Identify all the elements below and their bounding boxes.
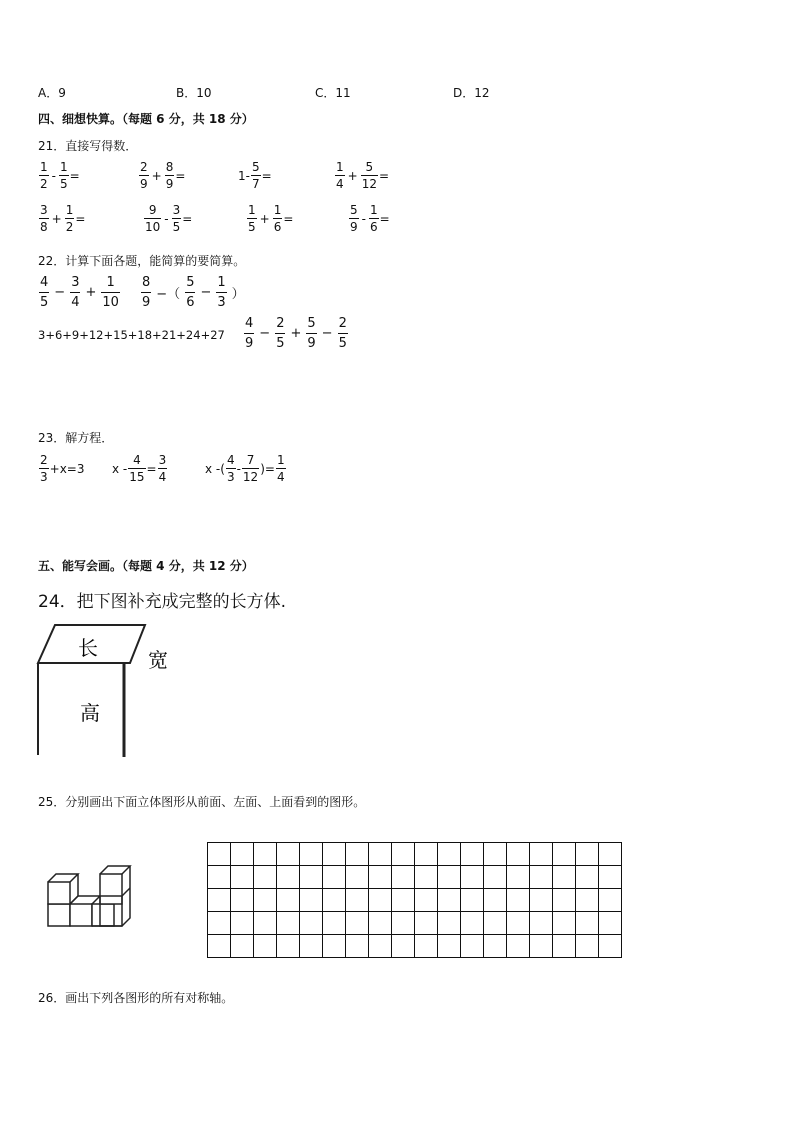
q24-label: 24．把下图补充成完整的长方体.	[38, 592, 287, 612]
grid-cell[interactable]	[369, 912, 392, 935]
kuan-label: 宽	[148, 648, 168, 672]
chang-label: 长	[78, 636, 98, 660]
fraction: $\frac{1}{6}$	[369, 203, 378, 234]
grid-cell[interactable]	[507, 889, 530, 912]
grid-cell[interactable]	[392, 912, 415, 935]
grid-cell[interactable]	[346, 912, 369, 935]
q22-expression-2: $\frac{8}{9}$ −（ $\frac{5}{6}$ − $\frac{1}{3}$ ）	[142, 275, 245, 310]
grid-cell[interactable]	[392, 843, 415, 866]
grid-cell[interactable]	[438, 843, 461, 866]
grid-cell[interactable]	[576, 843, 599, 866]
grid-cell[interactable]	[461, 935, 484, 958]
fraction: $\frac{5}{9}$	[307, 316, 316, 351]
grid-cell[interactable]	[369, 866, 392, 889]
grid-cell[interactable]	[300, 843, 323, 866]
q26-label: 26．画出下列各图形的所有对称轴。	[38, 991, 234, 1005]
grid-cell[interactable]	[300, 912, 323, 935]
option-b: B．10	[176, 86, 212, 100]
grid-cell[interactable]	[231, 935, 254, 958]
grid-cell[interactable]	[484, 843, 507, 866]
grid-cell[interactable]	[323, 843, 346, 866]
fraction: $\frac{4}{3}$	[226, 453, 235, 484]
option-d: D．12	[453, 86, 490, 100]
grid-cell[interactable]	[507, 912, 530, 935]
fraction: $\frac{1}{2}$	[65, 203, 74, 234]
fraction: $\frac{1}{4}$	[336, 160, 344, 191]
grid-cell[interactable]	[576, 866, 599, 889]
grid-cell[interactable]	[530, 866, 553, 889]
fraction: $\frac{7}{12}$	[242, 453, 259, 484]
grid-cell[interactable]	[415, 889, 438, 912]
grid-cell[interactable]	[530, 912, 553, 935]
grid-cell[interactable]	[530, 889, 553, 912]
grid-cell[interactable]	[484, 935, 507, 958]
q21-item: 1- $\frac{5}{7}$ =	[238, 160, 272, 191]
section-4-title: 四、细想快算。（每题 6 分，共 18 分）	[38, 112, 254, 126]
fraction: $\frac{1}{3}$	[217, 275, 226, 310]
cube-stack-figure	[40, 860, 140, 936]
grid-cell[interactable]	[599, 889, 622, 912]
cuboid-partial-figure	[30, 615, 200, 765]
fraction: $\frac{8}{9}$	[142, 275, 151, 310]
grid-cell[interactable]	[208, 866, 231, 889]
q21-item: $\frac{1}{2}$ - $\frac{1}{5}$ =	[40, 160, 80, 191]
q25-label: 25．分别画出下面立体图形从前面、左面、上面看到的图形。	[38, 795, 366, 809]
q22-label: 22．计算下面各题，能简算的要简算。	[38, 254, 246, 268]
q23-equation-1: $\frac{2}{3}$ +x=3	[40, 453, 85, 484]
fraction: $\frac{5}{6}$	[186, 275, 195, 310]
grid-cell[interactable]	[553, 843, 576, 866]
drawing-grid[interactable]	[207, 842, 622, 958]
q23-equation-2: x - $\frac{4}{15}$ = $\frac{3}{4}$	[112, 453, 167, 484]
fraction: $\frac{4}{15}$	[129, 453, 145, 484]
fraction: $\frac{8}{9}$	[165, 160, 174, 191]
fraction: $\frac{4}{5}$	[40, 275, 49, 310]
grid-row	[208, 889, 622, 912]
grid-row	[208, 843, 622, 866]
q21-label: 21．直接写得数．	[38, 139, 138, 153]
grid-cell[interactable]	[231, 843, 254, 866]
grid-cell[interactable]	[254, 866, 277, 889]
grid-cell[interactable]	[277, 866, 300, 889]
grid-cell[interactable]	[323, 889, 346, 912]
fraction: $\frac{2}{3}$	[40, 453, 48, 484]
grid-cell[interactable]	[530, 935, 553, 958]
grid-cell[interactable]	[576, 912, 599, 935]
grid-cell[interactable]	[415, 843, 438, 866]
fraction: $\frac{1}{10}$	[102, 275, 119, 310]
grid-cell[interactable]	[576, 889, 599, 912]
grid-cell[interactable]	[300, 935, 323, 958]
grid-cell[interactable]	[438, 889, 461, 912]
grid-cell[interactable]	[300, 889, 323, 912]
grid-cell[interactable]	[231, 889, 254, 912]
grid-cell[interactable]	[461, 843, 484, 866]
option-a: A．9	[38, 86, 66, 100]
grid-cell[interactable]	[392, 935, 415, 958]
fraction: $\frac{1}{5}$	[59, 160, 68, 191]
grid-cell[interactable]	[346, 935, 369, 958]
grid-cell[interactable]	[553, 912, 576, 935]
grid-cell[interactable]	[208, 889, 231, 912]
q21-item: $\frac{5}{9}$ - $\frac{1}{6}$ =	[350, 203, 390, 234]
q23-label: 23．解方程．	[38, 431, 114, 445]
grid-cell[interactable]	[300, 866, 323, 889]
grid-cell[interactable]	[461, 866, 484, 889]
grid-cell[interactable]	[208, 912, 231, 935]
grid-cell[interactable]	[461, 912, 484, 935]
grid-row	[208, 912, 622, 935]
q21-item: $\frac{2}{9}$ + $\frac{8}{9}$ =	[140, 160, 186, 191]
q22-expression-4: $\frac{4}{9}$ − $\frac{2}{5}$ + $\frac{5}{9}$ − $\frac{2}{5}$	[245, 316, 347, 351]
fraction: $\frac{1}{2}$	[40, 160, 48, 191]
fraction: $\frac{5}{7}$	[251, 160, 260, 191]
grid-cell[interactable]	[599, 935, 622, 958]
q21-item: $\frac{1}{5}$ + $\frac{1}{6}$ =	[248, 203, 294, 234]
grid-cell[interactable]	[208, 843, 231, 866]
grid-cell[interactable]	[599, 866, 622, 889]
grid-cell[interactable]	[461, 889, 484, 912]
grid-cell[interactable]	[231, 866, 254, 889]
grid-cell[interactable]	[369, 889, 392, 912]
grid-cell[interactable]	[369, 935, 392, 958]
q21-item: $\frac{3}{8}$ + $\frac{1}{2}$ =	[40, 203, 86, 234]
grid-cell[interactable]	[277, 889, 300, 912]
fraction: $\frac{5}{9}$	[350, 203, 358, 234]
grid-cell[interactable]	[346, 866, 369, 889]
fraction: $\frac{2}{5}$	[338, 316, 347, 351]
grid-cell[interactable]	[323, 866, 346, 889]
grid-cell[interactable]	[553, 935, 576, 958]
section-5-title: 五、能写会画。（每题 4 分，共 12 分）	[38, 559, 254, 573]
grid-cell[interactable]	[484, 912, 507, 935]
grid-cell[interactable]	[553, 889, 576, 912]
grid-cell[interactable]	[599, 912, 622, 935]
fraction: $\frac{1}{4}$	[276, 453, 285, 484]
grid-cell[interactable]	[208, 935, 231, 958]
grid-cell[interactable]	[392, 889, 415, 912]
grid-cell[interactable]	[599, 843, 622, 866]
grid-cell[interactable]	[484, 889, 507, 912]
fraction: $\frac{1}{5}$	[248, 203, 256, 234]
q21-item: $\frac{1}{4}$ + $\frac{5}{12}$ =	[336, 160, 390, 191]
fraction: $\frac{9}{10}$	[145, 203, 161, 234]
grid-cell[interactable]	[369, 843, 392, 866]
grid-cell[interactable]	[254, 912, 277, 935]
fraction: $\frac{1}{6}$	[273, 203, 282, 234]
grid-cell[interactable]	[484, 866, 507, 889]
grid-cell[interactable]	[231, 912, 254, 935]
grid-cell[interactable]	[254, 889, 277, 912]
grid-cell[interactable]	[553, 866, 576, 889]
grid-cell[interactable]	[438, 935, 461, 958]
grid-cell[interactable]	[392, 866, 415, 889]
grid-cell[interactable]	[254, 935, 277, 958]
grid-cell[interactable]	[415, 912, 438, 935]
grid-cell[interactable]	[254, 843, 277, 866]
grid-cell[interactable]	[530, 843, 553, 866]
q22-expression-3: 3+6+9+12+15+18+21+24+27	[38, 328, 225, 342]
grid-row	[208, 866, 622, 889]
grid-cell[interactable]	[277, 912, 300, 935]
grid-cell[interactable]	[415, 935, 438, 958]
fraction: $\frac{3}{4}$	[158, 453, 167, 484]
grid-cell[interactable]	[415, 866, 438, 889]
grid-cell[interactable]	[346, 889, 369, 912]
q22-expression-1: $\frac{4}{5}$ − $\frac{3}{4}$ + $\frac{1}{10}$	[40, 275, 119, 310]
grid-row	[208, 935, 622, 958]
grid-cell[interactable]	[438, 866, 461, 889]
q23-equation-3: x -( $\frac{4}{3}$ - $\frac{7}{12}$ )= $\frac{1}{4}$	[205, 453, 285, 484]
fraction: $\frac{3}{4}$	[71, 275, 80, 310]
fraction: $\frac{3}{5}$	[172, 203, 181, 234]
fraction: $\frac{2}{9}$	[140, 160, 148, 191]
grid-cell[interactable]	[507, 935, 530, 958]
grid-cell[interactable]	[507, 866, 530, 889]
grid-cell[interactable]	[507, 843, 530, 866]
grid-cell[interactable]	[438, 912, 461, 935]
grid-cell[interactable]	[346, 843, 369, 866]
grid-cell[interactable]	[323, 912, 346, 935]
grid-cell[interactable]	[576, 935, 599, 958]
grid-cell[interactable]	[323, 935, 346, 958]
grid-cell[interactable]	[277, 843, 300, 866]
fraction: $\frac{5}{12}$	[361, 160, 377, 191]
fraction: $\frac{2}{5}$	[276, 316, 285, 351]
option-c: C．11	[315, 86, 351, 100]
gao-label: 高	[80, 701, 100, 725]
grid-cell[interactable]	[277, 935, 300, 958]
fraction: $\frac{4}{9}$	[245, 316, 254, 351]
q21-item: $\frac{9}{10}$ - $\frac{3}{5}$ =	[145, 203, 193, 234]
fraction: $\frac{3}{8}$	[40, 203, 48, 234]
